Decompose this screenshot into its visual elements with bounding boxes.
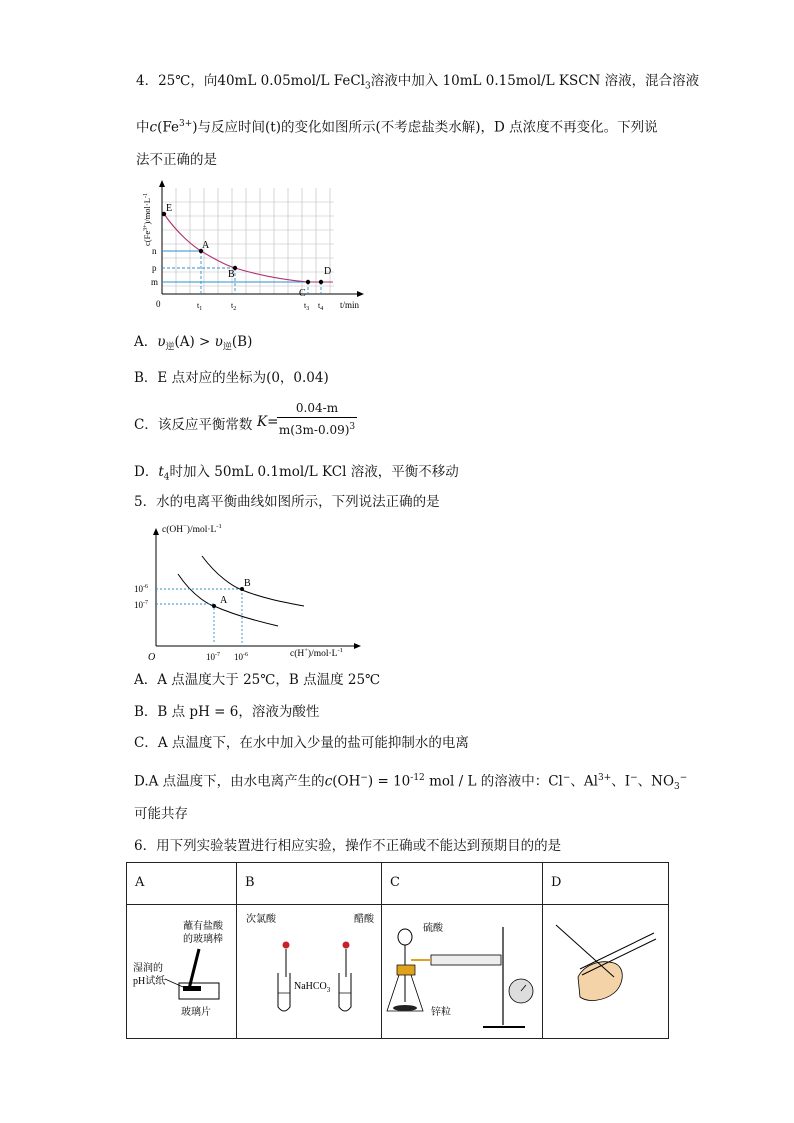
q5-xlabel: $c(H^+)/mol\cdot L^{-1}$ [290,647,343,659]
q5-tick-x-right: $10^{-6}$ [234,652,248,662]
q6-c-zinc [393,1005,417,1011]
q6-c-label-acid: 硫酸 [423,923,443,934]
q4-tick-t1: $t_1$ [197,301,203,312]
q4-label-d: D [324,266,332,277]
q6-cell-c-diagram [383,907,541,1037]
q4-tick-t4: $t_4$ [318,301,324,312]
q4-guides [162,251,333,294]
q5-graph [132,518,382,663]
q4-point-d [319,280,323,284]
q6-a-label-1: 蘸有盐酸 [183,921,223,932]
q6-b-label-acetic: 醋酸 [354,914,374,925]
q5-x-arrow [354,643,361,649]
q4-option-c-denominator: $m(3m-0.09)^3$ [278,422,356,437]
q4-tick-n: n [152,246,157,256]
q6-table [126,862,669,1039]
q6-header-d: D [551,875,562,890]
q4-xlabel: t/min [340,300,360,310]
q6-c-stopper [397,965,415,975]
q6-c-label-zinc: 锌粒 [431,1007,451,1018]
q6-b-dropper-left [283,942,290,949]
q4-y-arrow [159,180,165,187]
q4-tick-t3: $t_3$ [304,301,310,312]
q6-cell-b-diagram [238,907,380,1037]
q6-cell-d-diagram [544,907,668,1037]
q5-y-arrow [153,528,159,535]
q5-stem: 5．水的电离平衡曲线如图所示，下列说法正确的是 [134,494,440,510]
q6-a-label-5: 玻璃片 [181,1007,211,1018]
q6-b-tube-right [339,973,351,1011]
q4-label-c: C [299,288,306,299]
q4-label-b: B [228,269,235,280]
q6-a-label-2: 的玻璃棒 [183,934,223,945]
q6-stem: 6．用下列实验装置进行相应实验，操作不正确或不能达到预期目的的是 [134,838,562,854]
q5-option-b: B．B 点 pH = 6，溶液为酸性 [134,704,320,720]
q4-tick-m: m [151,277,159,287]
q5-curve-upper [202,556,304,606]
q6-b-label-hclo: 次氯酸 [246,914,276,925]
q4-option-c-bar [277,417,357,418]
q6-a-label-3: 湿润的 [133,963,163,974]
q5-origin: O [148,652,156,663]
q4-option-d: D．$t_4$时加入 50mL 0.1mol/L KCl 溶液，平衡不移动 [134,464,459,483]
q5-option-c: C．A 点温度下，在水中加入少量的盐可能抑制水的电离 [134,735,469,751]
q5-ylabel: $c(OH^-)/mol\cdot L^{-1}$ [162,523,222,535]
q4-x-arrow [357,291,364,297]
q4-line1: 4．25℃，向40mL 0.05mol/L FeCl$_3$溶液中加入 10mL 0.15mol/L KSCN 溶液，混合溶液 [136,73,700,92]
q6-d-tube [580,933,654,969]
q4-option-a: A．$\upsilon_逆(A) > \upsilon_逆(B)$ [134,334,253,353]
q4-label-e: E [166,203,173,214]
q6-header-c: C [390,875,400,890]
q5-tick-y-lower: $10^{-7}$ [134,600,148,610]
q6-b-tube-left [278,973,290,1011]
q6-a-ph-paper [183,986,201,991]
q5-option-a: A．A 点温度大于 25℃，B 点温度 25℃ [134,672,381,688]
q4-line3: 法不正确的是 [136,152,217,168]
q4-line2: 中$c(Fe^{3+})$与反应时间(t)的变化如图所示(不考虑盐类水解)，D 点浓度不再变化。下列说 [136,119,658,136]
q5-tick-x-left: $10^{-7}$ [206,652,220,662]
q4-ylabel: $c(Fe^{3+})/mol\cdot L^{-1}$ [142,193,152,246]
q4-option-c-k: K= [257,414,279,430]
q4-origin: 0 [156,299,161,309]
q4-option-b: B．E 点对应的坐标为(0，0.04) [134,370,329,386]
q6-b-dropper-right [343,942,350,949]
q5-tick-y-upper: $10^{-6}$ [134,584,148,594]
q6-a-label-4: pH试纸 [133,976,166,987]
q5-option-d: D.A 点温度下，由水电离产生的$c(OH^-) = 10^{-12}$ mol / L 的溶液中：Cl−、$Al^{3+}$、I−、$NO_3^-$ [134,773,688,793]
q6-cell-a-diagram [129,907,235,1037]
q4-option-c-label: C．该反应平衡常数 [134,417,253,433]
q4-option-c-fraction [277,400,357,438]
q6-header-b: B [245,875,255,890]
q4-tick-p: p [152,263,157,273]
q6-b-label-nahco3: NaHCO$_3$ [294,981,331,994]
q4-label-a: A [202,240,210,251]
q6-c-syringe [431,955,501,965]
q5-label-a: A [220,595,228,606]
q5-option-d-line2: 可能共存 [134,806,188,822]
q6-c-funnel [398,929,412,945]
q4-point-c [306,280,310,284]
q4-tick-t2: $t_2$ [231,301,237,312]
q6-d-hand [578,962,622,1001]
q4-graph [138,178,378,318]
q6-header-a: A [135,875,145,890]
q5-point-a [212,604,216,608]
q4-option-c-numerator: 0.04-m [295,401,339,415]
q5-label-b: B [244,578,251,589]
